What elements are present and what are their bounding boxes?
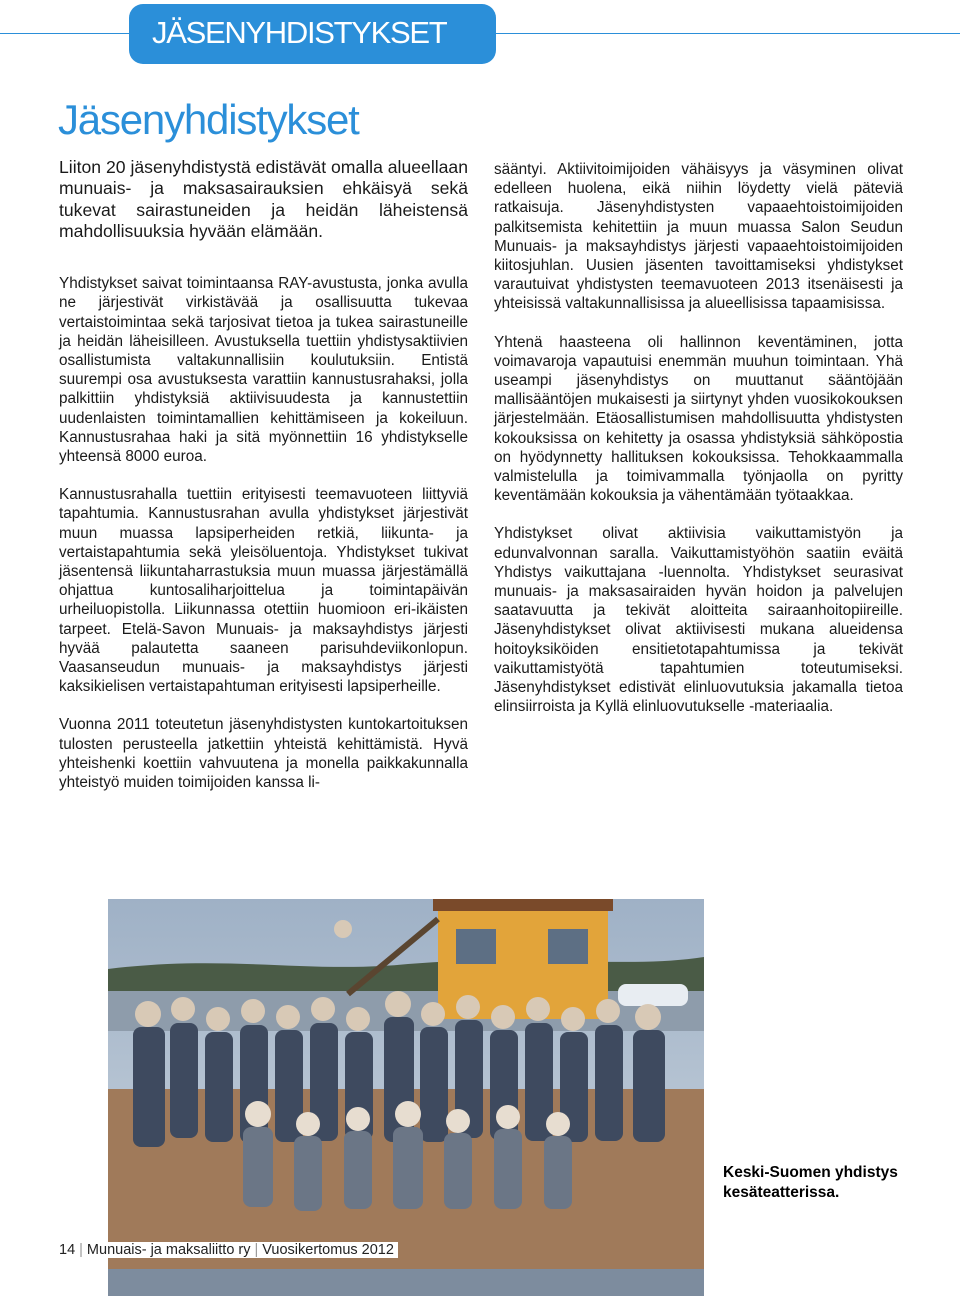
publication-name: Munuais- ja maksaliitto ry	[86, 1242, 251, 1258]
section-tab-label: JÄSENYHDISTYKSET	[152, 15, 447, 50]
body-paragraph: Yhdistykset saivat toimintaansa RAY-avustusta, jonka avulla ne järjestivät virkistävää ja osallisuutta tukevaa vertaistoimintaa sekä tarjosivat tietoa ja tukea sairastuneille ja heidän läheisilleen. Avustuksella tuettiin yhdistysaktiivien osallistumista valtakunnallisiin koulutuksiin. Entistä suurempi osa avustuksesta varattiin kannustusrahaksi, jolla palkittiin yhdistyksiä aktiivisuudesta ja kannustettiin uudenlaisten toimintamallien kehittämiseen ja kokeiluun. Kannustusrahaa haki ja sitä myönnettiin 16 yhdistykselle yhteensä 8000 euroa.	[59, 275, 468, 466]
footer-separator: |	[254, 1242, 259, 1258]
left-column	[59, 157, 468, 811]
lead-paragraph: Liiton 20 jäsenyhdistystä edistävät omalla alueellaan munuais- ja maksasairauksien ehkäisyä sekä tukevat sairastuneiden ja heidän läheistensä mahdollisuuksia hyvään elämään.	[59, 157, 468, 241]
body-paragraph: Yhdistykset olivat aktiivisia vaikuttamistyön ja edunvalvonnan saralla. Vaikuttamistyöhön saatiin eväitä Yhdistys vaikuttajana -luennolta. Yhdistykset seurasivat munuais- ja maksasairaiden hyvän hoidon ja palvelujen saatavuutta ja tekivät aloitteita sairaanhoitopiireille. Jäsenyhdistykset olivat aktiivisesti mukana alueidensa hoitoyksiköiden ensitietotapahtumissa ja tekivät vaikuttamistyötä tapahtumien toteutumiseksi. Jäsenyhdistykset edistivät elinluovutuksia jakamalla tietoa elinsiirroista ja Kyllä elinluovutukselle -materiaalia.	[494, 525, 903, 716]
photo-caption: Keski-Suomen yhdistys kesäteatterissa.	[723, 1164, 898, 1201]
footer-separator: |	[79, 1242, 83, 1258]
group-photo-illustration	[108, 899, 704, 1269]
page-footer	[59, 1242, 398, 1258]
page-number: 14	[59, 1242, 76, 1258]
body-paragraph: Vuonna 2011 toteutetun jäsenyhdistysten kuntokartoituksen tulosten perusteella jatkettiin yhteistä kehittämistä. Hyvä yhteishenki koettiin vahvuutena ja monella paikkakunnalla yhteistyö muiden toimijoiden kanssa li-	[59, 716, 468, 792]
body-paragraph: Kannustusrahalla tuettiin erityisesti teemavuoteen liittyviä tapahtumia. Kannustusrahan avulla yhdistykset järjestivät muun muassa lapsiperheiden retkiä, liikunta- ja vertaistapahtumia sekä yleisöluentoja. Yhdistykset tukivat jäsentensä liikuntaharrastuksia muun muassa järjestämällä ohjattua kuntosaliharjoittelua ja toimintapäivän urheiluopistolla. Liikunnassa otettiin huomioon eri-ikäisten tarpeet. Etelä-Savon Munuais- ja maksayhdistys järjesti hyvää palautetta saaneen parisuhdeviikonlopun. Vaasanseudun munuais- ja maksayhdistys järjesti kaksikielisen vertaistapahtuman erityisesti lapsiperheille.	[59, 486, 468, 696]
right-column	[494, 160, 903, 735]
page-title: Jäsenyhdistykset	[58, 96, 359, 143]
body-paragraph: Yhtenä haasteena oli hallinnon keventäminen, jotta voimavaroja vapautuisi enemmän muuhun toimintaan. Yhä useampi jäsenyhdistys on muuttanut sääntöjään mallisääntöjen mukaisesti ja siirtynyt yhden vuosikokouksen järjestelmään. Etäosallistumisen mahdollisuutta yhdistysten kokouksissa on kehitetty ja osassa yhdistyksiä sähköpostia on hyödynnetty hallituksen kokouksissa. Tehokkaammalla valmistelulla ja toimivammalla työnjaolla on pyritty keventämään kokouksia ja vähentämään työtaakkaa.	[494, 333, 903, 505]
body-paragraph: sääntyi. Aktiivitoimijoiden vähäisyys ja väsyminen olivat edelleen huolena, eikä niihin löydetty vielä päteviä ratkaisuja. Jäsenyhdistysten vapaaehtoistoimijoiden palkitsemista kehitettiin ja muun muassa Salon Seudun Munuais- ja maksayhdistys järjesti vapaaehtoistoimijoiden kiitosjuhlan. Uusien jäsenten tavoittamiseksi yhdistykset varautuivat yhdistysten teemavuoteen 2013 itsenäisesti ja yhteisissä valtakunnallisissa ja alueellisissa tapaamisissa.	[494, 161, 903, 313]
document-name: Vuosikertomus 2012	[262, 1242, 394, 1258]
group-photo	[108, 899, 704, 1296]
